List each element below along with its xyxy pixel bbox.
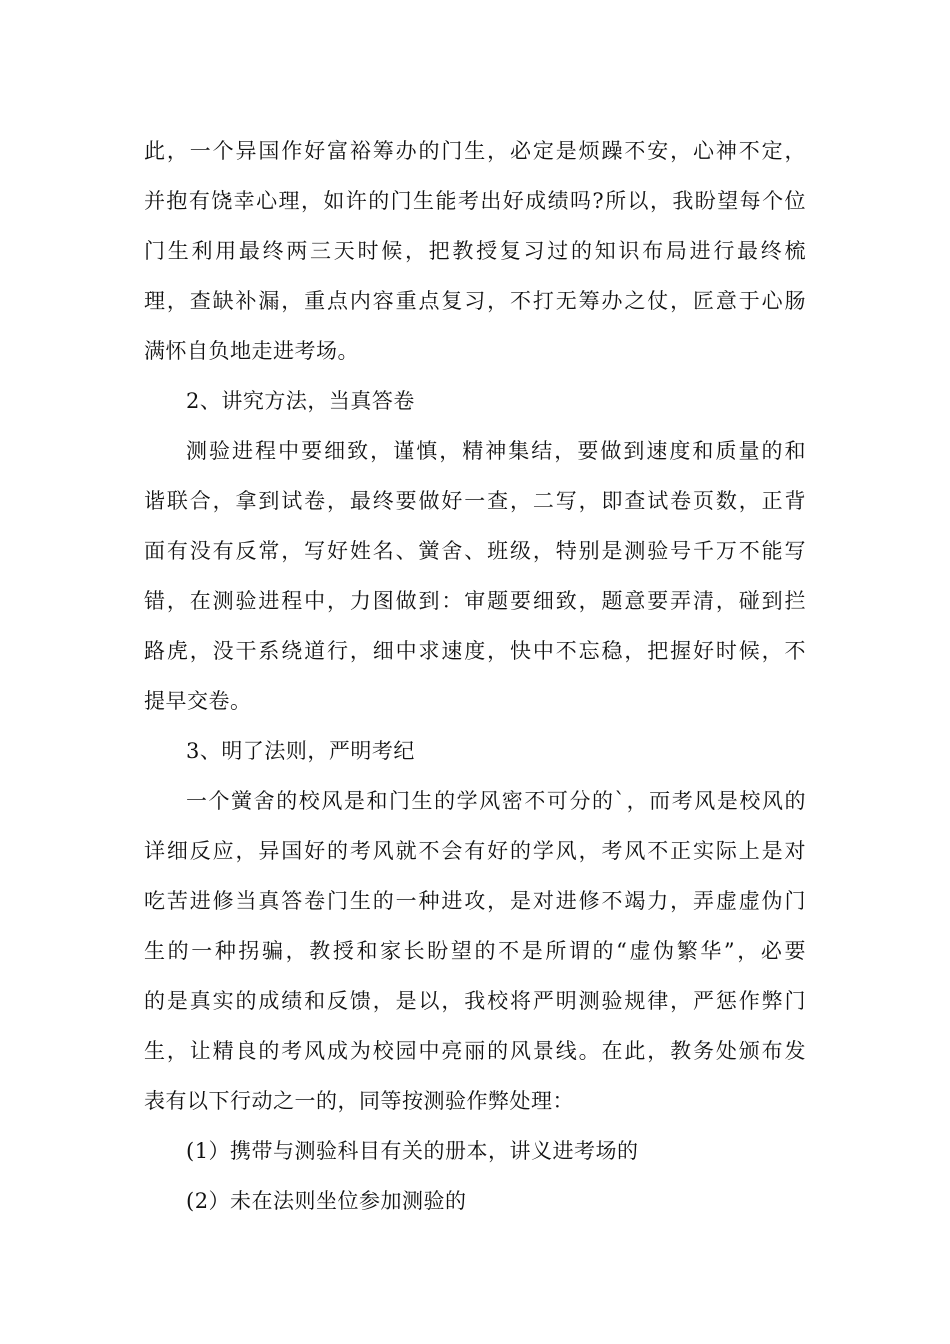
paragraph-line: 并抱有饶幸心理，如许的门生能考出好成绩吗?所以，我盼望每个位 [144,189,806,213]
paragraph-line: 详细反应，异国好的考风就不会有好的学风，考风不正实际上是对 [144,839,806,863]
paragraph-line: 门生利用最终两三天时候，把教授复习过的知识布局进行最终梳 [144,239,806,263]
paragraph-line: 生的一种拐骗，教授和家长盼望的不是所谓的“虚伪繁华”，必要 [144,939,806,963]
list-item: (1）携带与测验科目有关的册本，讲义进考场的 [186,1139,639,1163]
paragraph-line: 吃苦进修当真答卷门生的一种进攻，是对进修不竭力，弄虚虚伪门 [144,889,806,913]
paragraph-line: 一个黉舍的校风是和门生的学风密不可分的`，而考风是校风的 [186,789,806,813]
section-heading: 3、明了法则，严明考纪 [186,739,415,763]
paragraph-line: 理，查缺补漏，重点内容重点复习，不打无筹办之仗，匠意于心肠 [144,289,806,313]
section-heading: 2、讲究方法，当真答卷 [186,389,415,413]
list-item: (2）未在法则坐位参加测验的 [186,1189,467,1213]
paragraph-line: 此，一个异国作好富裕筹办的门生，必定是烦躁不安，心神不定， [144,139,806,163]
paragraph-line: 路虎，没干系绕道行，细中求速度，快中不忘稳，把握好时候，不 [144,639,806,663]
paragraph-line: 面有没有反常，写好姓名、黉舍、班级，特别是测验号千万不能写 [144,539,806,563]
paragraph-line: 满怀自负地走进考场。 [144,339,359,363]
paragraph-line: 错，在测验进程中，力图做到：审题要细致，题意要弄清，碰到拦 [144,589,806,613]
paragraph-line: 测验进程中要细致，谨慎，精神集结，要做到速度和质量的和 [186,439,806,463]
paragraph-line: 表有以下行动之一的，同等按测验作弊处理： [144,1089,574,1113]
paragraph-line: 生，让精良的考风成为校园中亮丽的风景线。在此，教务处颁布发 [144,1039,806,1063]
paragraph-line: 提早交卷。 [144,689,252,713]
paragraph-line: 谐联合，拿到试卷，最终要做好一查，二写，即查试卷页数，正背 [144,489,806,513]
paragraph-line: 的是真实的成绩和反馈，是以，我校将严明测验规律，严惩作弊门 [144,989,806,1013]
